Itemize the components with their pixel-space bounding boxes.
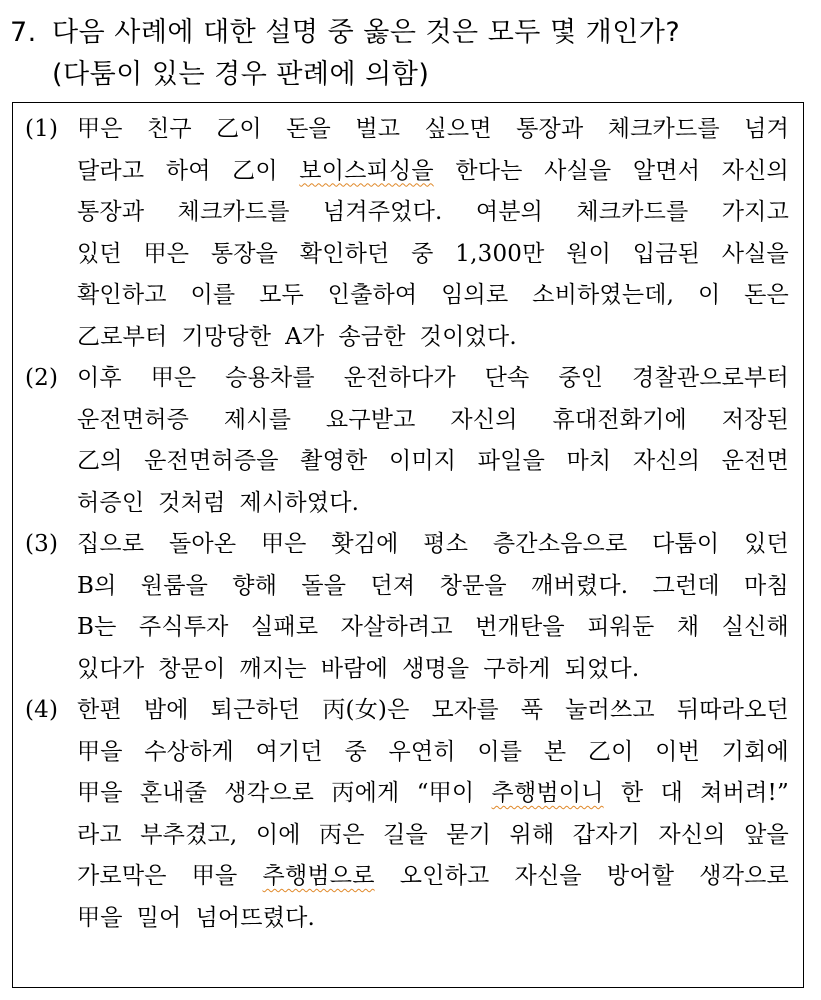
- word: 체크카드를: [607, 116, 720, 142]
- word: 창문이: [158, 655, 226, 682]
- word: 丙에게: [331, 780, 400, 806]
- word: 혼내줄: [139, 780, 208, 806]
- word: 한편: [77, 697, 122, 723]
- case-item: [25, 524, 789, 690]
- word: 넘겨주었다.: [322, 199, 443, 225]
- word: 기회에: [721, 738, 789, 765]
- case-text: [77, 109, 789, 358]
- case-number: (1): [25, 116, 59, 142]
- word: 돈은: [744, 282, 789, 308]
- word: 통장과: [516, 116, 584, 142]
- word: 대: [660, 780, 683, 806]
- word: 돌을: [301, 572, 347, 599]
- word: 자살하려고: [340, 614, 453, 640]
- word: 주식투자: [138, 614, 229, 640]
- question-condition: (다툼이 있는 경우 판례에 의함): [52, 59, 430, 90]
- word: 甲은: [150, 365, 197, 391]
- word: 인출하여: [327, 282, 418, 308]
- word: B는: [77, 614, 117, 640]
- word: 되었다.: [564, 655, 640, 682]
- word: 모두: [259, 282, 304, 308]
- word: 피워둔: [587, 614, 655, 640]
- word: 甲은: [260, 531, 307, 557]
- word: 퇴근하던: [210, 697, 301, 723]
- word: 향해: [232, 572, 278, 599]
- word: 그런데: [652, 572, 720, 599]
- case-box: [12, 102, 804, 988]
- word: 돌아온: [168, 531, 237, 557]
- word: “甲이: [416, 780, 475, 806]
- word: 던져: [370, 572, 416, 599]
- spellcheck-underlined-word: 추행범이니: [491, 780, 604, 806]
- word: 甲을: [191, 863, 238, 889]
- word: 하여: [165, 157, 211, 184]
- word: 파일을: [477, 448, 545, 474]
- word: 乙로부터: [77, 323, 168, 350]
- word: 촬영한: [300, 448, 368, 474]
- word: 벌고: [355, 116, 401, 142]
- case-item: [25, 358, 789, 524]
- word: 달라고: [77, 157, 145, 184]
- word: 있다가: [77, 655, 145, 682]
- word: 돈을: [286, 116, 331, 142]
- case-text: [77, 524, 789, 690]
- word: 乙이: [216, 116, 262, 142]
- word: 중: [344, 738, 367, 765]
- word: 자신의: [632, 448, 701, 474]
- word: 눌러쓰고: [565, 697, 655, 723]
- word: 마침: [744, 572, 789, 599]
- word: 이미지: [388, 448, 457, 474]
- word: 乙이: [587, 738, 634, 765]
- word: 있던: [77, 240, 122, 267]
- spellcheck-underlined-word: 추행범으로: [262, 863, 375, 889]
- word: 체크카드를: [576, 199, 689, 225]
- word: 기망당한: [181, 323, 272, 350]
- word: 한: [620, 780, 644, 806]
- question-stem: [10, 12, 810, 96]
- word: 생각으로: [224, 780, 315, 806]
- word: 甲을: [77, 738, 123, 765]
- word: 묻기: [446, 821, 492, 848]
- case-line: [77, 317, 789, 359]
- word: 밤에: [143, 697, 189, 723]
- word: 체크카드를: [177, 199, 290, 225]
- word: 수상하게: [144, 738, 234, 765]
- word: 운전면허증: [77, 406, 190, 433]
- word: 것이었다.: [419, 323, 517, 350]
- word: 甲을: [77, 780, 123, 806]
- word: 甲을: [77, 904, 123, 931]
- word: 오인하고: [399, 863, 490, 889]
- word: 소비하였는데,: [532, 282, 675, 308]
- word: 가로막은: [77, 863, 167, 889]
- word: 승용차를: [225, 365, 315, 391]
- case-number: (2): [25, 365, 59, 391]
- word: 휴대전화기에: [552, 406, 687, 433]
- word: 단속: [484, 365, 530, 391]
- word: 창문을: [439, 572, 507, 599]
- word: 확인하던: [299, 240, 390, 267]
- word: 마치: [566, 448, 612, 474]
- word: 구하게: [483, 655, 551, 682]
- word: 제시를: [223, 406, 292, 433]
- word: 입금된: [632, 240, 701, 267]
- word: 자신을: [514, 863, 582, 889]
- word: 이후: [77, 365, 122, 391]
- case-item: [25, 690, 789, 939]
- word: 甲은: [77, 116, 123, 142]
- word: 이를: [477, 738, 523, 765]
- word: 집으로: [77, 531, 145, 557]
- word: 친구: [146, 116, 192, 142]
- word: 乙의: [77, 448, 123, 474]
- word: 통장을: [210, 240, 279, 267]
- question-number: 7.: [10, 17, 37, 48]
- word: 이에: [255, 821, 301, 848]
- word: 모자를: [431, 697, 499, 723]
- word: 제시하였다.: [239, 489, 360, 516]
- word: 이번: [655, 738, 700, 765]
- case-text: [77, 690, 789, 939]
- word: 평소: [423, 531, 469, 557]
- word: 홧김에: [331, 531, 399, 557]
- case-line: [77, 151, 789, 193]
- word: 요구받고: [325, 406, 416, 433]
- case-line: [77, 358, 789, 400]
- case-line: [77, 400, 789, 442]
- word: 가지고: [721, 199, 789, 225]
- word: 있던: [744, 531, 789, 557]
- word: 이를: [190, 282, 236, 308]
- case-line: [77, 192, 789, 234]
- word: 乙이: [232, 157, 278, 184]
- word: 甲은: [143, 240, 190, 267]
- case-line: [77, 524, 789, 566]
- word: 운전하다가: [343, 365, 456, 391]
- case-line: [77, 898, 789, 940]
- word: 쳐버려!”: [700, 780, 789, 806]
- word: 1,300만: [455, 240, 545, 267]
- word: 여분의: [475, 199, 544, 225]
- case-text: [77, 358, 789, 524]
- word: 알면서: [632, 157, 701, 184]
- word: 통장과: [77, 199, 145, 225]
- case-line: [77, 815, 789, 857]
- word: 깨버렸다.: [531, 572, 629, 599]
- word: 층간소음으로: [492, 531, 628, 557]
- word: 바람에: [320, 655, 389, 682]
- word: 저장된: [721, 406, 789, 433]
- case-line: [77, 275, 789, 317]
- word: 송금한: [338, 323, 406, 350]
- word: 길을: [383, 821, 428, 848]
- word: 사실을: [544, 157, 612, 184]
- word: 자신의: [658, 821, 726, 848]
- word: 중인: [558, 365, 604, 391]
- word: 허증인: [77, 489, 145, 516]
- case-line: [77, 773, 789, 815]
- word: 우연히: [388, 738, 456, 765]
- word: 확인하고: [77, 282, 167, 308]
- word: 여기던: [255, 738, 323, 765]
- word: 이: [697, 282, 721, 308]
- word: 실패로: [251, 614, 319, 640]
- case-line: [77, 234, 789, 276]
- word: 라고: [77, 821, 122, 848]
- word: 본: [543, 738, 567, 765]
- word: 경찰관으로부터: [632, 365, 789, 391]
- case-number: (3): [25, 531, 59, 557]
- case-line: [77, 109, 789, 151]
- word: 깨지는: [239, 655, 307, 682]
- word: 임의로: [441, 282, 509, 308]
- word: 자신의: [721, 157, 789, 184]
- word: 넘겨: [744, 116, 789, 142]
- word: 다툼이: [652, 531, 720, 557]
- word: A가: [285, 323, 325, 350]
- word: B의: [77, 572, 117, 599]
- case-line: [77, 566, 789, 608]
- word: 丙(女)은: [322, 697, 410, 723]
- case-item: [25, 109, 789, 358]
- word: 운전면: [721, 448, 789, 474]
- word: 생명을: [402, 655, 470, 682]
- word: 한다는: [455, 157, 523, 184]
- word: 실신해: [721, 614, 789, 640]
- word: 부추겼고,: [140, 821, 238, 848]
- word: 싶으면: [424, 116, 492, 142]
- word: 원룸을: [140, 572, 209, 599]
- word: 것처럼: [158, 489, 226, 516]
- word: 방어할: [606, 863, 675, 889]
- word: 채: [676, 614, 700, 640]
- case-line: [77, 441, 789, 483]
- question-text: 다음 사례에 대한 설명 중 옳은 것은 모두 몇 개인가?: [52, 17, 681, 48]
- word: 푹: [520, 697, 544, 723]
- word: 중: [411, 240, 434, 267]
- word: 운전면허증을: [144, 448, 279, 474]
- word: 갑자기: [572, 821, 641, 848]
- word: 원이: [566, 240, 612, 267]
- case-number: (4): [25, 697, 59, 723]
- case-line: [77, 690, 789, 732]
- case-line: [77, 607, 789, 649]
- word: 넘어뜨렸다.: [195, 904, 316, 931]
- word: 뒤따라오던: [676, 697, 789, 723]
- word: 밀어: [136, 904, 182, 931]
- word: 생각으로: [699, 863, 789, 889]
- word: 번개탄을: [475, 614, 565, 640]
- case-line: [77, 732, 789, 774]
- case-line: [77, 483, 789, 525]
- word: 사실을: [721, 240, 789, 267]
- word: 위해: [509, 821, 555, 848]
- word: 자신의: [450, 406, 518, 433]
- word: 앞을: [744, 821, 789, 848]
- word: 丙은: [319, 821, 365, 848]
- case-line: [77, 856, 789, 898]
- spellcheck-underlined-word: 보이스피싱을: [299, 157, 434, 184]
- case-line: [77, 649, 789, 691]
